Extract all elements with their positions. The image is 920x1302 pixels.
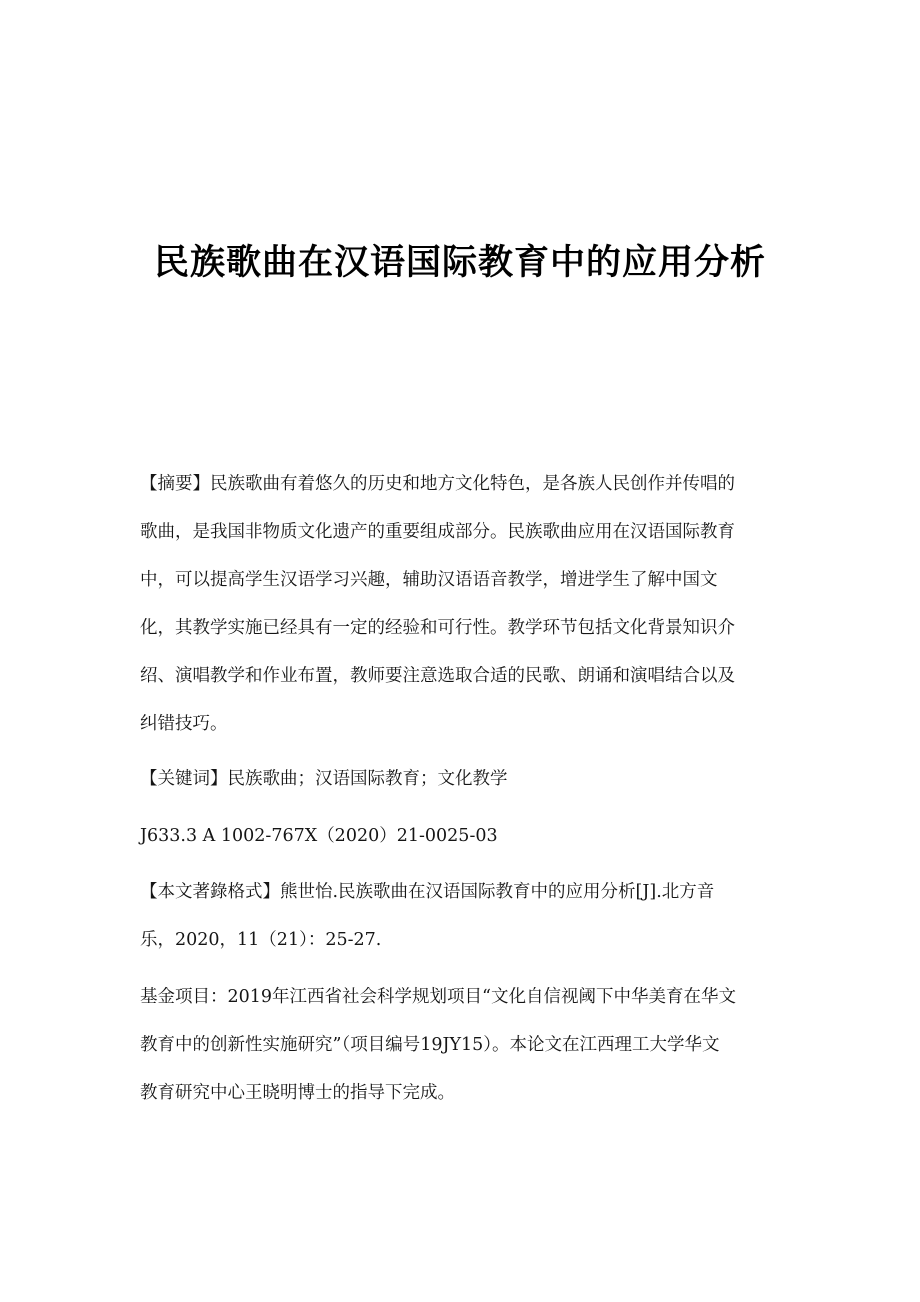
abstract-line: 绍、演唱教学和作业布置，教师要注意选取合适的民歌、朗诵和演唱结合以及: [140, 666, 735, 686]
abstract-line: 歌曲，是我国非物质文化遗产的重要组成部分。民族歌曲应用在汉语国际教育: [140, 522, 735, 542]
citation-line: 乐，2020，11（21）：25-27.: [140, 930, 382, 950]
abstract-line: 纠错技巧。: [140, 714, 228, 734]
classification-code: J633.3 A 1002-767X（2020）21-0025-03: [140, 826, 498, 846]
abstract-line: 中，可以提高学生汉语学习兴趣，辅助汉语语音教学，增进学生了解中国文: [140, 570, 718, 590]
abstract-line: 【摘要】民族歌曲有着悠久的历史和地方文化特色，是各族人民创作并传唱的: [140, 474, 735, 494]
keywords: 【关键词】民族歌曲；汉语国际教育；文化教学: [140, 769, 508, 789]
abstract-line: 化，其教学实施已经具有一定的经验和可行性。教学环节包括文化背景知识介: [140, 618, 735, 638]
fund-line: 教育中的创新性实施研究”（项目编号19JY15）。本论文在江西理工大学华文: [140, 1035, 720, 1055]
document-title: 民族歌曲在汉语国际教育中的应用分析: [153, 242, 766, 284]
fund-line: 基金项目：2019年江西省社会科学规划项目“文化自信视阈下中华美育在华文: [140, 987, 736, 1007]
fund-line: 教育研究中心王晓明博士的指导下完成。: [140, 1083, 455, 1103]
citation-line: 【本文著錄格式】熊世怡.民族歌曲在汉语国际教育中的应用分析[J].北方音: [140, 882, 715, 902]
